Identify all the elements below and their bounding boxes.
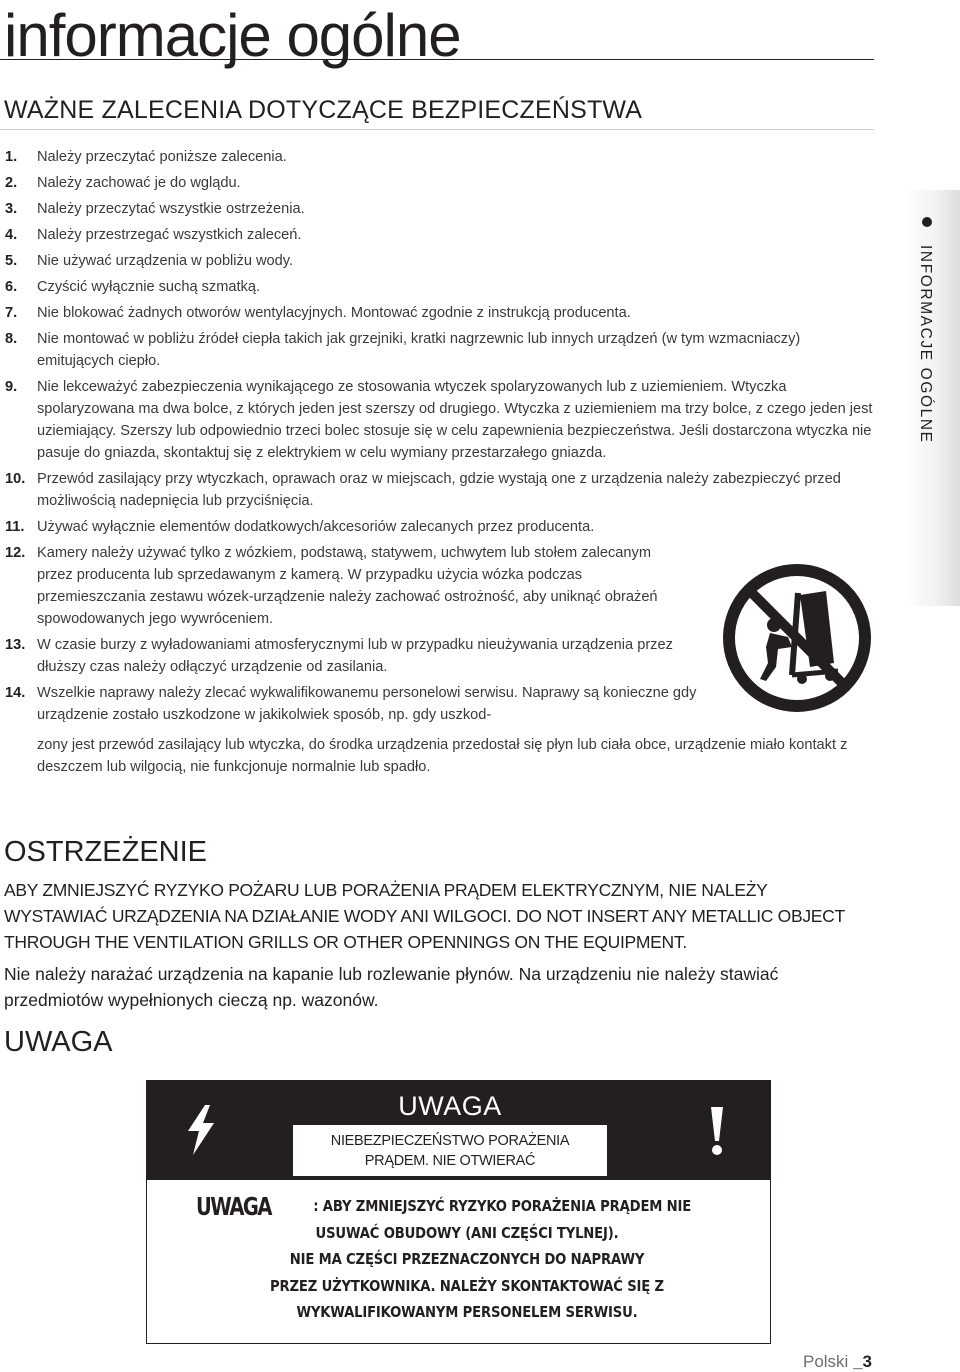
item-number: 5.: [5, 253, 18, 269]
label-danger-text: [293, 1131, 607, 1171]
item-number: 4.: [5, 227, 18, 243]
list-item: [0, 468, 874, 512]
item-number: 9.: [5, 379, 18, 395]
list-item: [0, 302, 874, 324]
item-text: W czasie burzy z wyładowaniami atmosferycznymi lub w przypadku nieużywania urządzenia przez dłuższy czas należy odłączyć urządzenie od zasilania.: [37, 637, 673, 675]
item-number: 8.: [5, 331, 18, 347]
item-text: Należy przeczytać wszystkie ostrzeżenia.: [37, 201, 305, 217]
list-item: [0, 198, 874, 220]
warning-caps-text: ABY ZMNIEJSZYĆ RYZYKO POŻARU LUB PORAŻENIA PRĄDEM ELEKTRYCZNYM, NIE NALEŻY WYSTAWIAĆ URZĄDZENIA NA DZIAŁANIE WODY ANI WILGOCI. DO NOT INSERT ANY METALLIC OBJECT THROUGH THE VENTILATION GRILLS OR OTHER OPENNINGS ON THE EQUIPMENT.: [4, 880, 845, 952]
list-item: [0, 250, 874, 272]
item-text: Wszelkie naprawy należy zlecać wykwalifikowanemu personelowi serwisu. Naprawy są konieczne gdy urządzenie zostało uszkodzone w jakikolwiek sposób, np. gdy uszkod-: [37, 685, 697, 723]
safety-heading: WAŻNE ZALECENIA DOTYCZĄCE BEZPIECZEŃSTWA: [4, 96, 643, 124]
label-caution-word: UWAGA: [196, 1192, 271, 1221]
label-inner-panel: [292, 1086, 608, 1177]
side-tab-label: INFORMACJE OGÓLNE: [917, 245, 934, 444]
page-footer: [803, 1352, 872, 1372]
label-title: UWAGA: [398, 1091, 502, 1121]
warning-heading: OSTRZEŻENIE: [4, 836, 208, 868]
exclamation-icon: [688, 1101, 746, 1159]
item-number: 14.: [5, 685, 26, 701]
page-number: _3: [853, 1352, 872, 1371]
item-number: 6.: [5, 279, 18, 295]
label-line-2: USUWAĆ OBUDOWY (ANI CZĘŚCI TYLNEJ).: [315, 1223, 619, 1242]
list-item: [0, 172, 874, 194]
item-text: Nie używać urządzenia w pobliżu wody.: [37, 253, 294, 269]
item-number: 1.: [5, 149, 18, 165]
item-number: 2.: [5, 175, 18, 191]
label-instructions: [187, 1193, 747, 1326]
item-number: 10.: [5, 471, 26, 487]
list-item: [0, 146, 874, 168]
item-text: Nie blokować żadnych otworów wentylacyjnych. Montować zgodnie z instrukcją producenta.: [37, 305, 631, 321]
label-line-4: PRZEZ UŻYTKOWNIKA. NALEŻY SKONTAKTOWAĆ SIĘ Z: [270, 1276, 664, 1295]
item-number: 13.: [5, 637, 26, 653]
item-text: Używać wyłącznie elementów dodatkowych/akcesoriów zalecanych przez producenta.: [37, 519, 595, 535]
caution-heading: UWAGA: [4, 1026, 113, 1058]
item-text: Nie montować w pobliżu źródeł ciepła takich jak grzejniki, kratki nagrzewnic lub innych urządzeń (w tym wzmacniaczy) emitujących ciepło.: [37, 331, 801, 369]
label-line-1: : ABY ZMNIEJSZYĆ RYZYKO PORAŻENIA PRĄDEM NIE: [313, 1197, 692, 1215]
list-item: [0, 224, 874, 246]
label-band: [147, 1081, 770, 1180]
list-item: [0, 276, 874, 298]
label-line-3: NIE MA CZĘŚCI PRZEZNACZONYCH DO NAPRAWY: [289, 1250, 645, 1268]
item-text: Czyścić wyłącznie suchą szmatką.: [37, 279, 261, 295]
item-number: 7.: [5, 305, 18, 321]
item-number: 3.: [5, 201, 18, 217]
list-item: [0, 328, 874, 372]
page-title: informacje ogólne: [4, 2, 461, 69]
item-number: 12.: [5, 545, 26, 561]
heading-divider: [0, 129, 874, 130]
item-text: Należy przeczytać poniższe zalecenia.: [37, 149, 287, 165]
lightning-bolt-icon: [172, 1101, 230, 1159]
title-divider: [0, 59, 874, 60]
label-danger-line-2: PRĄDEM. NIE OTWIERAĆ: [364, 1153, 536, 1169]
list-item: [0, 376, 874, 464]
item-text: Nie lekceważyć zabezpieczenia wynikającego ze stosowania wtyczek spolaryzowanych lub z uziemieniem. Wtyczka spolaryzowana ma dwa bolce, z których jeden jest szerszy od drugiego. Wtyczka z uziemieniem ma trzy bolce, z czego jeden jest uziemiający. Szerszy lub odpowiednio trzeci bolec stosuje się w celu zapewnienia bezpieczeństwa. Jeśli dostarczona wtyczka nie pasuje do gniazda, skontaktuj się z elektrykiem w celu wymiany przestarzałego gniazda.: [37, 379, 873, 461]
label-title-box: [293, 1087, 607, 1125]
label-danger-line-1: NIEBEZPIECZEŃSTWO PORAŻENIA: [330, 1133, 570, 1149]
item-text: Przewód zasilający przy wtyczkach, oprawach oraz w miejscach, gdzie wystają one z urządzenia należy zabezpieczyć przed możliwością nadepnięcia lub przyciśnięcia.: [37, 471, 841, 509]
label-line-5: WYKWALIFIKOWANYM PERSONELEM SERWISU.: [296, 1303, 638, 1321]
item-text: Należy zachować je do wglądu.: [37, 175, 241, 191]
side-tab-bullet-icon: [922, 217, 932, 227]
item-text-continued: zony jest przewód zasilający lub wtyczka, do środka urządzenia przedostał się płyn lub ciała obce, urządzenie miało kontakt z deszczem lub wilgocią, nie funkcjonuje normalnie lub spadło.: [37, 737, 848, 775]
warning-note: Nie należy narażać urządzenia na kapanie lub rozlewanie płynów. Na urządzeniu nie należy stawiać przedmiotów wypełnionych cieczą np. wazonów.: [4, 964, 779, 1010]
footer-language: Polski: [802, 1352, 849, 1371]
caution-label: [146, 1080, 771, 1344]
cart-tip-over-warning-icon: [722, 563, 872, 713]
item-text: Należy przestrzegać wszystkich zaleceń.: [37, 227, 302, 243]
item-text: Kamery należy używać tylko z wózkiem, podstawą, statywem, uchwytem lub stołem zalecanym przez producenta lub sprzedawanym z kamerą. W przypadku użycia wózka podczas przemieszczania zestawu wózek-urządzenie należy zachować ostrożność, aby uniknąć obrażeń spowodowanych jego wywróceniem.: [37, 545, 658, 627]
item-number: 11.: [5, 519, 25, 535]
list-item: [0, 516, 874, 538]
